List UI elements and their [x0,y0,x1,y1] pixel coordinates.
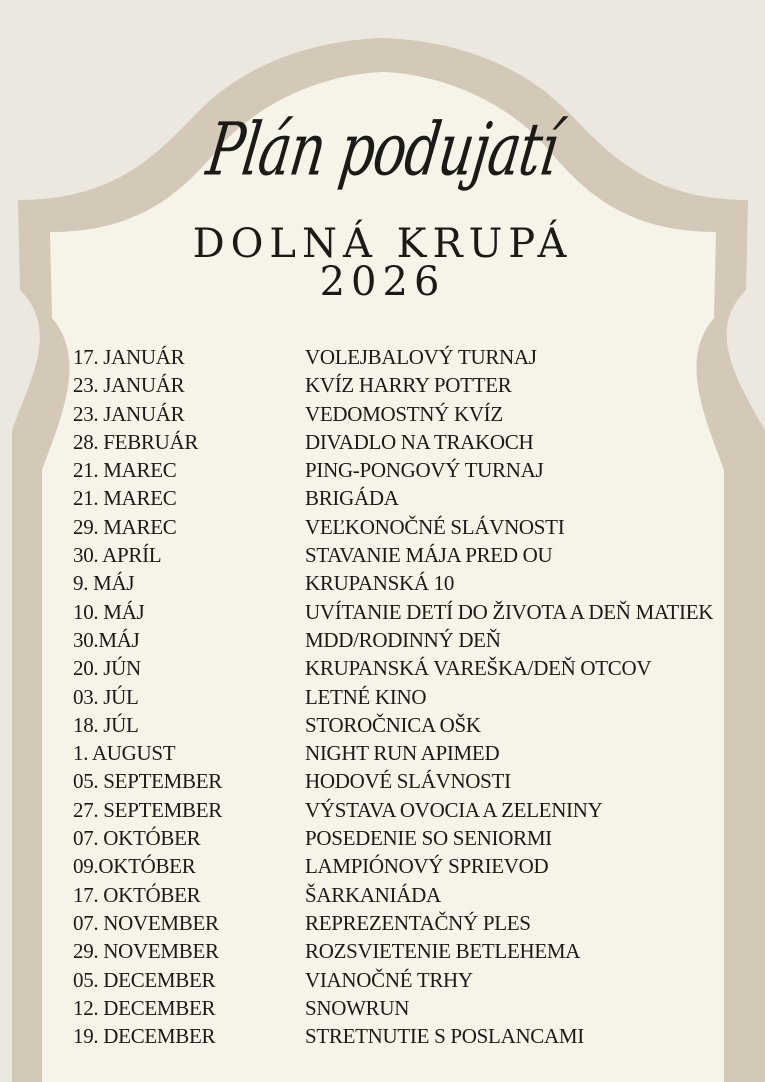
event-name: PING-PONGOVÝ TURNAJ [305,458,544,483]
event-date: 05. DECEMBER [73,967,216,992]
event-date: 17. JANUÁR [73,345,185,369]
event-date: 09.OKTÓBER [73,854,196,879]
title-place: DOLNÁ KRUPÁ [192,221,573,267]
event-row [73,428,723,456]
event-name: BRIGÁDA [305,486,399,511]
event-name: LAMPIÓNOVÝ SPRIEVOD [305,854,549,879]
event-date: 07. NOVEMBER [73,910,219,935]
event-date: 28. FEBRUÁR [73,429,199,454]
event-date: 29. MAREC [73,514,177,539]
event-row [73,739,723,767]
event-date: 23. JANUÁR [73,401,185,426]
event-date: 27. SEPTEMBER [73,797,222,822]
event-row [73,626,723,654]
event-date: 19. DECEMBER [73,1024,216,1049]
event-name: SNOWRUN [305,995,410,1020]
event-name: ŠARKANIÁDA [305,882,441,907]
event-date: 23. JANUÁR [73,373,185,398]
event-name: UVÍTANIE DETÍ DO ŽIVOTA A DEŇ MATIEK [305,599,714,624]
event-row [73,711,723,739]
event-row [73,881,723,909]
event-row [73,796,723,824]
title-year: 2026 [319,259,446,305]
event-row [73,484,723,512]
event-name: VÝSTAVA OVOCIA A ZELENINY [305,797,603,822]
event-name: STOROČNICA OŠK [305,712,481,737]
event-row [73,966,723,994]
event-name: REPREZENTAČNÝ PLES [305,910,531,935]
script-title: Plán podujatí [201,106,564,193]
event-row [73,598,723,626]
event-date: 29. NOVEMBER [73,939,219,964]
event-name: KRUPANSKÁ VAREŠKA/DEŇ OTCOV [305,656,652,681]
event-row [73,654,723,682]
event-name: NIGHT RUN APIMED [305,741,500,766]
event-date: 03. JÚL [73,684,139,709]
event-row [73,852,723,880]
event-name: VIANOČNÉ TRHY [305,967,473,992]
event-date: 07. OKTÓBER [73,826,201,851]
event-row [73,824,723,852]
event-row [73,400,723,428]
event-name: POSEDENIE SO SENIORMI [305,826,552,851]
event-name: KRUPANSKÁ 10 [305,571,455,596]
event-date: 12. DECEMBER [73,995,216,1020]
event-date: 21. MAREC [73,486,177,511]
page-title [0,221,765,305]
event-date: 10. MÁJ [73,599,145,624]
event-name: ROZSVIETENIE BETLEHEMA [305,939,581,964]
event-row [73,937,723,965]
event-row [73,456,723,484]
event-name: HODOVÉ SLÁVNOSTI [305,769,511,794]
event-date: 05. SEPTEMBER [73,769,222,794]
event-date: 17. OKTÓBER [73,882,201,907]
event-name: LETNÉ KINO [305,684,427,709]
event-date: 21. MAREC [73,458,177,483]
event-name: VOLEJBALOVÝ TURNAJ [305,345,537,369]
event-date: 9. MÁJ [73,571,135,596]
event-row [73,994,723,1022]
event-date: 30.MÁJ [73,627,140,652]
event-list [73,343,723,1050]
event-row [73,541,723,569]
event-row [73,569,723,597]
event-row [73,343,723,371]
event-row [73,767,723,795]
event-date: 30. APRÍL [73,543,162,568]
event-row [73,371,723,399]
event-date: 1. AUGUST [73,741,176,766]
event-row [73,683,723,711]
event-name: VEĽKONOČNÉ SLÁVNOSTI [305,514,565,539]
event-name: STRETNUTIE S POSLANCAMI [305,1024,584,1049]
event-date: 18. JÚL [73,712,139,737]
event-row [73,1022,723,1050]
event-row [73,513,723,541]
event-name: VEDOMOSTNÝ KVÍZ [305,401,503,426]
event-date: 20. JÚN [73,656,141,681]
event-name: STAVANIE MÁJA PRED OU [305,543,553,568]
event-name: MDD/RODINNÝ DEŇ [305,627,501,652]
event-name: DIVADLO NA TRAKOCH [305,429,534,454]
event-row [73,909,723,937]
event-name: KVÍZ HARRY POTTER [305,373,512,398]
